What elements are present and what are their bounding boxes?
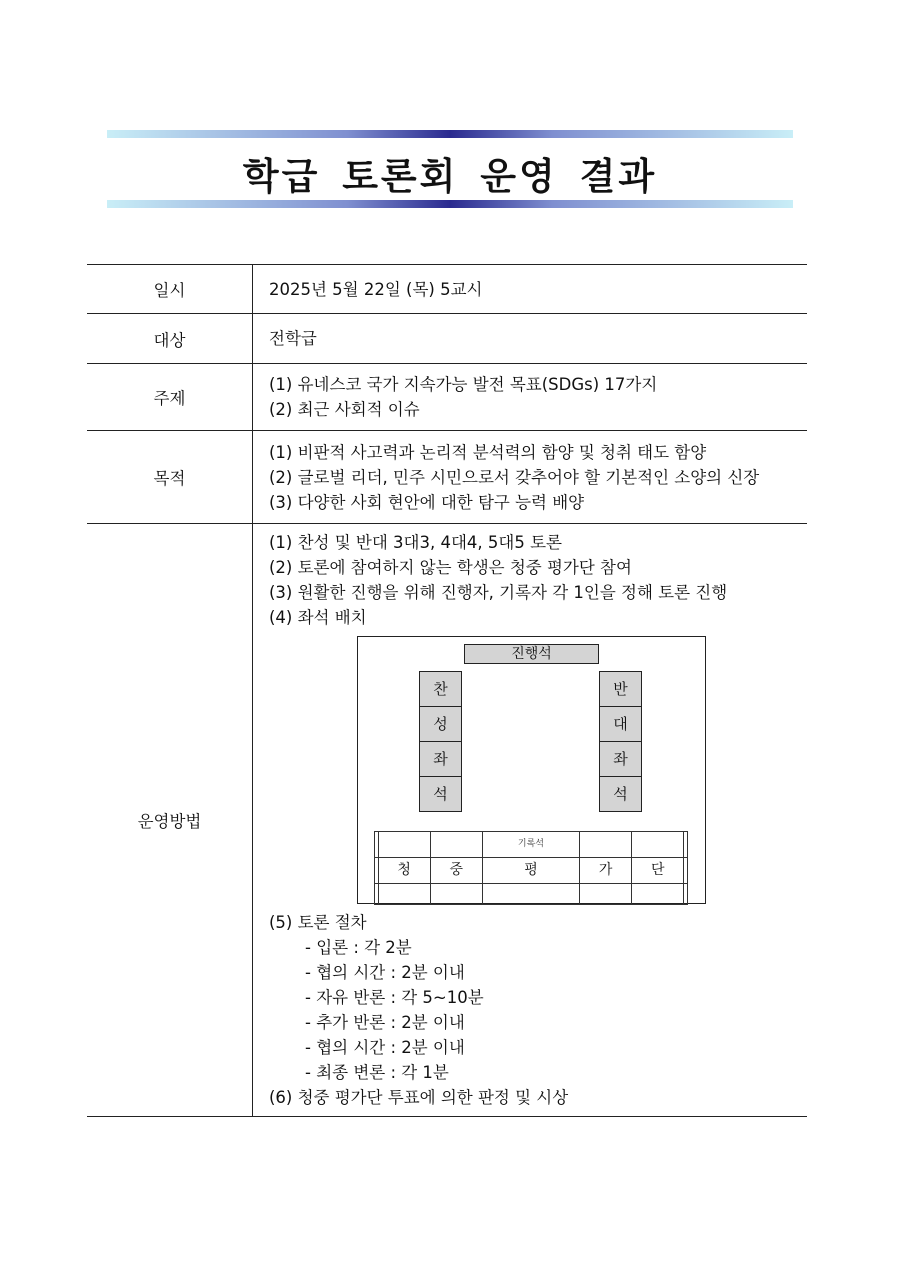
method-line: (2) 토론에 참여하지 않는 학생은 청중 평가단 참여 xyxy=(269,558,632,577)
row-method xyxy=(87,524,807,1117)
row-topic xyxy=(87,364,807,431)
purpose-line: (2) 글로벌 리더, 민주 시민으로서 갖추어야 할 기본적인 소양의 신장 xyxy=(269,467,760,487)
value-purpose xyxy=(253,431,808,524)
con-seat: 석 xyxy=(599,776,642,812)
value-topic xyxy=(253,364,808,431)
audience-label-cell: 가 xyxy=(580,858,632,884)
lead-seat: 진행석 xyxy=(464,644,599,664)
procedure-step: - 입론 : 각 2분 xyxy=(305,938,412,957)
audience-label-cell: 청 xyxy=(378,858,430,884)
audience-cell xyxy=(430,884,482,905)
method-line: (4) 좌석 배치 xyxy=(269,608,367,627)
audience-cell xyxy=(684,884,688,905)
audience-cell xyxy=(430,832,482,858)
label-date: 일시 xyxy=(87,265,253,314)
row-date xyxy=(87,265,807,314)
method-line: (1) 찬성 및 반대 3대3, 4대4, 5대5 토론 xyxy=(269,533,562,552)
audience-cell xyxy=(632,884,684,905)
row-target xyxy=(87,314,807,364)
title-top-bar xyxy=(107,130,793,138)
label-topic: 주제 xyxy=(87,364,253,431)
label-purpose: 목적 xyxy=(87,431,253,524)
audience-cell xyxy=(684,858,688,884)
con-seat: 좌 xyxy=(599,741,642,776)
value-method xyxy=(253,524,808,1117)
info-table xyxy=(87,264,807,1117)
title-bottom-bar xyxy=(107,200,793,208)
audience-label-cell: 평 xyxy=(482,858,579,884)
purpose-line: (1) 비판적 사고력과 논리적 분석력의 함양 및 청취 태도 함양 xyxy=(269,442,707,462)
pro-seat: 찬 xyxy=(419,671,462,706)
procedure-step: - 협의 시간 : 2분 이내 xyxy=(305,963,465,982)
pro-seat: 석 xyxy=(419,776,462,812)
value-target: 전학급 xyxy=(253,314,808,364)
audience-cell xyxy=(580,884,632,905)
con-seat: 반 xyxy=(599,671,642,706)
procedure-step: - 최종 변론 : 각 1분 xyxy=(305,1063,449,1082)
audience-cell xyxy=(580,832,632,858)
seating-diagram xyxy=(357,636,706,904)
audience-cell xyxy=(684,832,688,858)
pro-seat: 성 xyxy=(419,706,462,741)
row-purpose xyxy=(87,431,807,524)
label-target: 대상 xyxy=(87,314,253,364)
audience-cell xyxy=(632,832,684,858)
label-method: 운영방법 xyxy=(87,524,253,1117)
method-line: (3) 원활한 진행을 위해 진행자, 기록자 각 1인을 정해 토론 진행 xyxy=(269,583,728,602)
procedure-step: - 추가 반론 : 2분 이내 xyxy=(305,1013,465,1032)
audience-cell xyxy=(378,884,430,905)
procedure-step: - 협의 시간 : 2분 이내 xyxy=(305,1038,465,1057)
procedure-step: - 자유 반론 : 각 5~10분 xyxy=(305,988,484,1007)
pro-seat-column xyxy=(419,671,462,812)
audience-seats xyxy=(374,831,688,905)
purpose-line: (3) 다양한 사회 현안에 대한 탐구 능력 배양 xyxy=(269,492,585,512)
procedure-title: (5) 토론 절차 xyxy=(269,913,367,932)
pro-seat: 좌 xyxy=(419,741,462,776)
con-seat-column xyxy=(599,671,642,812)
topic-line: (2) 최근 사회적 이슈 xyxy=(269,400,420,419)
page-title: 학급 토론회 운영 결과 xyxy=(242,155,658,198)
value-date: 2025년 5월 22일 (목) 5교시 xyxy=(253,265,808,314)
con-seat: 대 xyxy=(599,706,642,741)
audience-cell xyxy=(482,884,579,905)
recorder-seat: 기록석 xyxy=(482,832,579,858)
audience-label-cell: 중 xyxy=(430,858,482,884)
method-final-line: (6) 청중 평가단 투표에 의한 판정 및 시상 xyxy=(269,1088,569,1107)
topic-line: (1) 유네스코 국가 지속가능 발전 목표(SDGs) 17가지 xyxy=(269,375,658,394)
audience-label-cell: 단 xyxy=(632,858,684,884)
audience-cell xyxy=(378,832,430,858)
